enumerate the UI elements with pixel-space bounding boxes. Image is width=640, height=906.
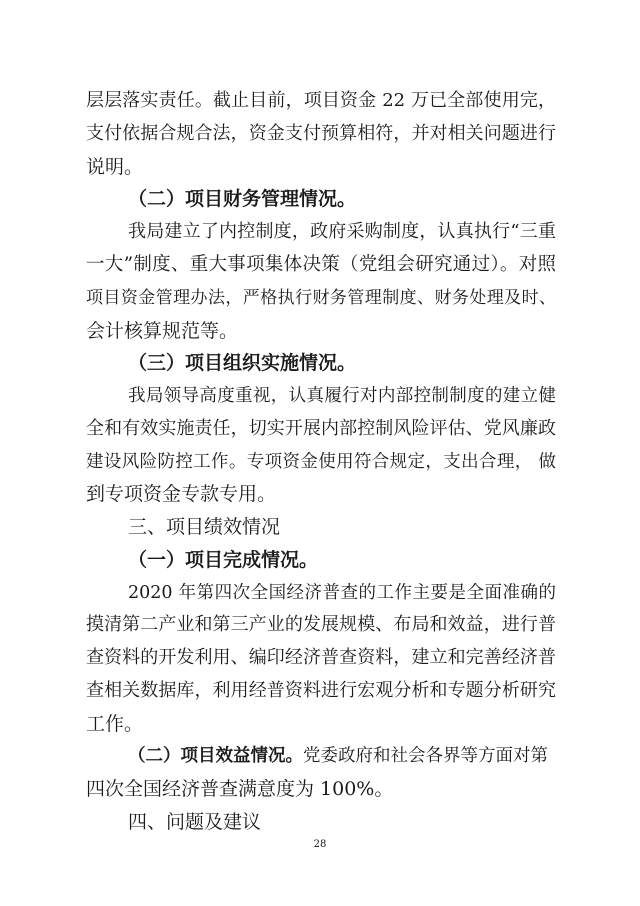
body-text-line: 建设风险防控工作。专项资金使用符合规定，支出合理， 做 [86, 452, 556, 472]
body-text-line: 一大”制度、重大事项集体决策（党组会研究通过）。对照 [86, 254, 556, 275]
body-text-line: 到专项资金专款专用。 [86, 483, 277, 505]
section-heading: 三、项目绩效情况 [128, 516, 281, 538]
subsection-heading: （二）项目效益情况。 [128, 746, 303, 766]
body-text-line: 工作。 [86, 713, 144, 735]
subsection-heading: （三）项目组织实施情况。 [128, 352, 357, 374]
body-text-run: 党委政府和社会各界等方面对第 [303, 746, 548, 766]
body-text-line [128, 744, 556, 768]
body-text-line: 查相关数据库，利用经普资料进行宏观分析和专题分析研究 [86, 680, 556, 701]
body-text-line: 项目资金管理办法，严格执行财务管理制度、财务处理及时、 [86, 288, 556, 308]
body-text-line: 层层落实责任。截止目前，项目资金 22 万已全部使用完， [86, 90, 556, 111]
body-text-line: 我局领导高度重视，认真履行对内部控制制度的建立健 [128, 386, 556, 406]
body-text-line: 2020 年第四次全国经济普查的工作主要是全面准确的 [128, 583, 556, 603]
body-text-line: 查资料的开发利用、编印经济普查资料，建立和完善经济普 [86, 647, 556, 668]
body-text-line: 会计核算规范等。 [86, 320, 239, 342]
body-text-line: 摸清第二产业和第三产业的发展规模、布局和效益，进行普 [86, 614, 556, 635]
body-text-line: 支付依据合规合法，资金支付预算相符，并对相关问题进行 [86, 123, 556, 144]
body-text-line: 我局建立了内控制度，政府采购制度，认真执行“三重 [128, 221, 556, 242]
body-text-line: 四次全国经济普查满意度为 100%。 [86, 778, 394, 800]
section-heading: 四、问题及建议 [128, 811, 262, 833]
body-text-line: 全和有效实施责任，切实开展内部控制风险评估、党风廉政 [86, 418, 556, 439]
page-number: 28 [313, 839, 327, 850]
subsection-heading: （一）项目完成情况。 [128, 549, 319, 571]
subsection-heading: （二）项目财务管理情况。 [128, 188, 357, 210]
body-text-line: 说明。 [86, 156, 144, 178]
